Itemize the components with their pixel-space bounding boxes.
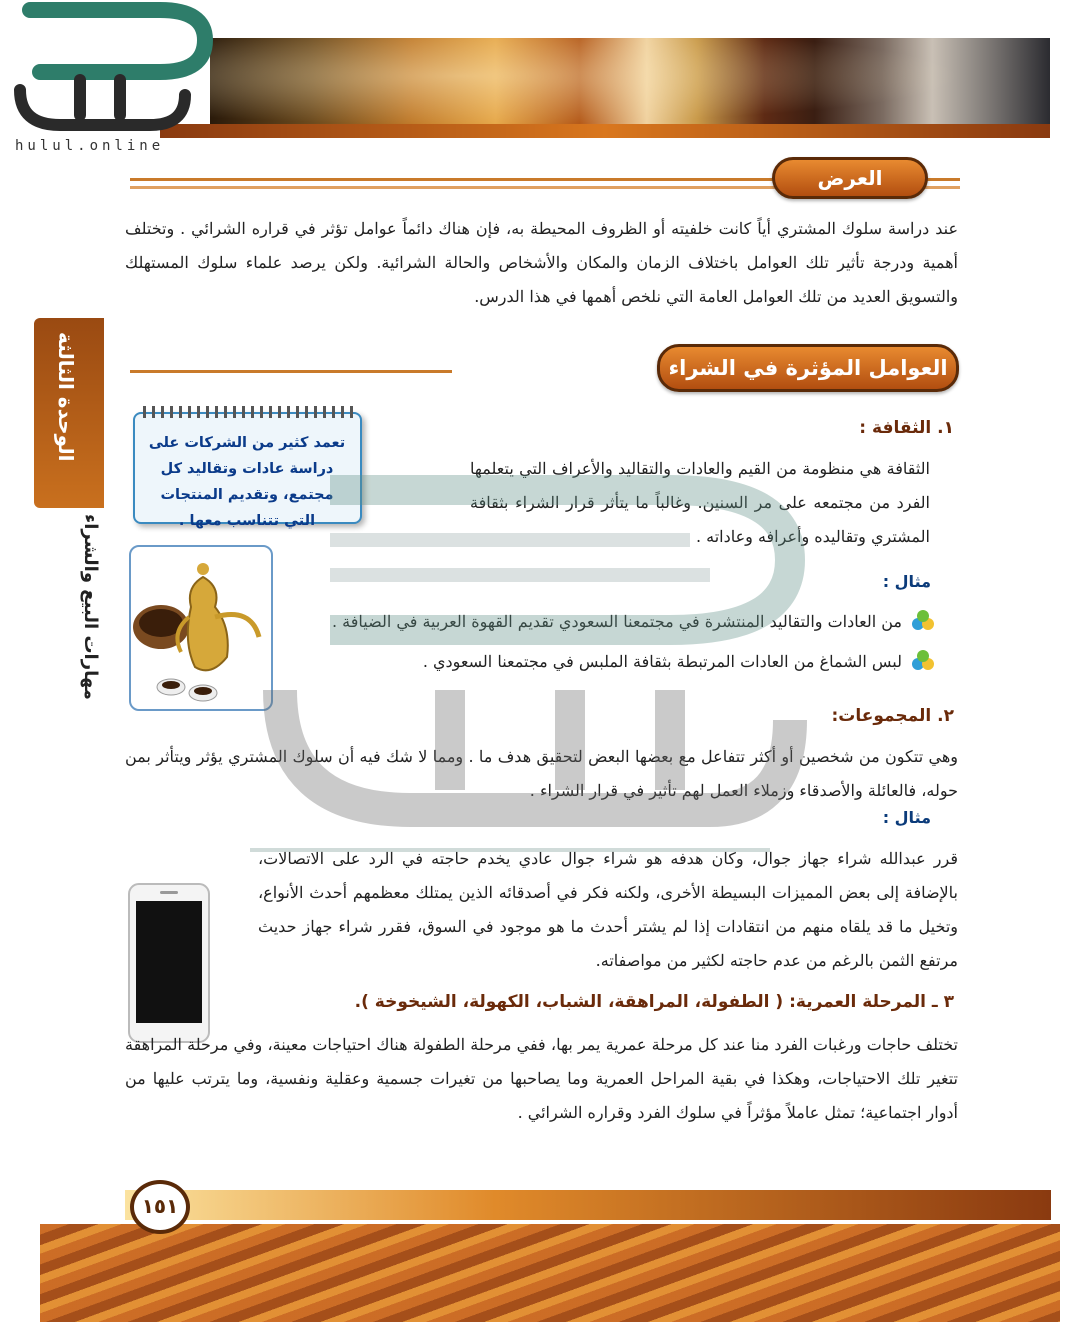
note-box — [133, 412, 362, 529]
unit-title: الوحدة الثالثة — [54, 332, 78, 462]
course-title: مهارات البيع والشراء — [80, 514, 101, 700]
culture-paragraph: الثقافة هي منظومة من القيم والعادات والتقاليد والأعراف التي يتعلمها الفرد من مجتمعه على مر السنين. وغالباً ما يتأثر قرار الشراء بثقافة المشتري وتقاليده وأعرافه وعاداته . — [470, 459, 930, 546]
arabic-coffee-image — [129, 545, 273, 711]
culture-paragraph-line — [470, 452, 930, 554]
culture-heading: ١. الثقافة : — [859, 418, 954, 438]
culture-example-label: مثال : — [882, 572, 931, 591]
page-number: ١٥١ — [130, 1180, 190, 1234]
smartphone-image — [128, 883, 210, 1043]
age-heading: ٣ ـ المرحلة العمرية: ( الطفولة، المراهقة، الشباب، الكهولة، الشيخوخة ). — [354, 992, 954, 1012]
section-factors-label: العوامل المؤثرة في الشراء — [657, 344, 959, 392]
age-paragraph: تختلف حاجات ورغبات الفرد منا عند كل مرحلة عمرية يمر بها، ففي مرحلة الطفولة هناك احتياجات معينة، وفي مرحلة المراهقة تتغير تلك الاحتياجات، وهكذا في بقية المراحل العمرية وما يصاحبها من تغيرات جسمية وعقلية ونفسية، وما يترتب عليها من أدوار اجتماعية؛ تمثل عاملاً مؤثراً في سلوك الفرد وقراره الشرائي . — [125, 1035, 958, 1122]
groups-example-text: قرر عبدالله شراء جهاز جوال، وكان هدفه هو شراء جوال عادي يخدم حاجته في الرد على الاتصالات، بالإضافة إلى بعض المميزات البسيطة الأخرى، ولكنه فكر في أصدقائه الذين يمتلك معظمهم أحدث الأنواع، وتخيل ما قد يلقاه منهم من انتقادات إذا لم يشتر أحدث ما هو موجود في السوق، فقرر شراء جهاز حديث مرتفع الثمن بالرغم من عدم حاجته لكثير من مواصفاته. — [258, 849, 959, 970]
culture-example-item — [423, 648, 936, 674]
footer-decoration — [40, 1224, 1060, 1322]
section-presentation-label: العرض — [772, 157, 928, 199]
culture-example-text: لبس الشماغ من العادات المرتبطة بثقافة الملبس في مجتمعنا السعودي . — [422, 651, 902, 671]
note-spiral — [143, 406, 353, 418]
note-text: تعمد كثير من الشركات على دراسة عادات وتقاليد كل مجتمع، وتقديم المنتجات التي تتناسب معها . — [148, 435, 346, 529]
side-tab — [34, 318, 104, 716]
logo-site-text: hulul.online — [15, 138, 165, 154]
culture-example-item — [332, 608, 936, 634]
header-banner-image — [210, 38, 1050, 133]
culture-example-text: من العادات والتقاليد المنتشرة في مجتمعنا السعودي تقديم القهوة العربية في الضيافة . — [332, 611, 902, 631]
footer-band — [125, 1190, 1051, 1220]
groups-example-label: مثال : — [882, 808, 931, 827]
cubes-icon — [910, 608, 936, 634]
intro-paragraph: عند دراسة سلوك المشتري أياً كانت خلفيته أو الظروف المحيطة به، فإن هناك دائماً عوامل تؤثر في قراره الشرائي . وتختلف أهمية ودرجة تأثير تلك العوامل باختلاف الزمان والمكان والأشخاص والحالة الشرائية. ولكن يرصد علماء سلوك المستهلك والتسويق العديد من تلك العوامل العامة التي نلخص أهمها في هذا الدرس. — [125, 219, 958, 306]
header-band — [160, 124, 1050, 138]
cubes-icon — [910, 648, 936, 674]
unit-tab — [34, 318, 104, 508]
site-logo — [0, 0, 215, 160]
groups-heading: ٢. المجموعات: — [831, 706, 954, 726]
section-stripe — [130, 370, 452, 373]
groups-paragraph: وهي تتكون من شخصين أو أكثر تتفاعل مع بعضها البعض لتحقيق هدف ما . ومما لا شك فيه أن سلوك المشتري يؤثر ويتأثر بمن حوله، فالعائلة والأصدقاء وزملاء العمل لهم تأثير في قرار الشراء . — [125, 747, 959, 800]
